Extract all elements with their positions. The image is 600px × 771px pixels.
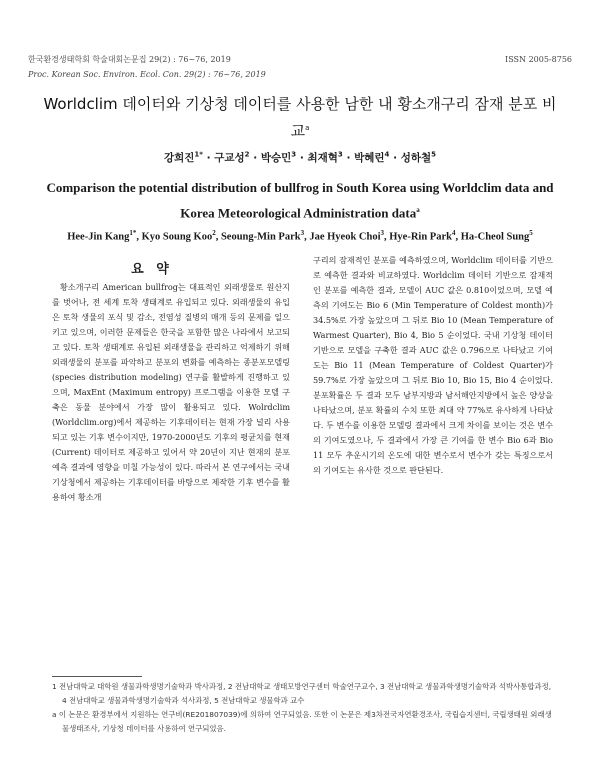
paper-title-en bbox=[28, 177, 572, 224]
author-affiliation-mark: 5 bbox=[529, 229, 533, 237]
authors-en: Hee-Jin Kang$^{1*}$, Kyo Soung Koo$^2$, Seoung-Min Park$^3$, Jae Hyeok Choi$^3$, Hye-Rin Park$^4$, Ha-Cheol Sung$^5$ bbox=[67, 229, 533, 243]
author-name: Jae Hyeok Choi bbox=[309, 231, 381, 243]
footnotes bbox=[52, 680, 557, 736]
abstract-right-column: 구리의 잠재적인 분포를 예측하였으며, Worldclim 데이터를 기반으로 예측한 결과와 비교하였다. Worldclim 데이터 기반으로 잠재적인 분포를 예측한 결과, 모델이 AUC 값은 0.810이었으며, 모델 예측의 기여도는 Bio 6 (Min Temperature of Coldest month)가 34.5%로 가장 높았으며 그 뒤로 Bio 10 (Mean Temperature of Warmest Quarter), Bio 4, Bio 5 순이었다. 국내 기상청 데이터 기반으로 모델을 구축한 결과 AUC 값은 0.796으로 나타났고 기여도는 Bio 11 (Mean Temperature of Coldest Quarter)가 59.7%로 가장 높았으며 그 뒤로 Bio 10, Bio 15, Bio 4 순이었다. 분포확률은 두 결과 모두 남부지방과 남서해안지방에서 높은 양상을 나타났으며, 분포 확률의 수치 또한 최대 약 77%로 유사하게 나타났다. 두 변수를 이용한 모델링 결과에서 크게 차이를 보이는 것은 변수의 기여도였으나, 두 결과에서 가장 큰 기여를 한 변수 Bio 6과 Bio 11 모두 추운시기의 온도에 대한 변수로서 변수가 갖는 특징으로서의 기여도는 유사한 것으로 판단된다. bbox=[313, 255, 553, 475]
paper-title-ko bbox=[40, 92, 560, 143]
author-affiliation-mark: 2 bbox=[212, 229, 216, 237]
author-affiliation-mark: 2 bbox=[244, 150, 250, 159]
author-name: 박혜린 bbox=[354, 152, 385, 164]
title-en-line-1: Comparison the potential distribution of bullfrog in South Korea using Worldclim data and bbox=[46, 180, 554, 195]
issn: ISSN 2005-8756 bbox=[505, 55, 572, 64]
author-name: Hee-Jin Kang bbox=[67, 231, 130, 243]
title-en-line-2: Korea Meteorological Administration data bbox=[180, 205, 417, 221]
author-affiliation-mark: 4 bbox=[451, 229, 456, 237]
author-name: 구교성 bbox=[214, 152, 245, 164]
author-affiliation-mark: 3 bbox=[300, 229, 305, 237]
author-name: 박승민 bbox=[260, 152, 292, 164]
author-name: 최재혁 bbox=[307, 152, 338, 164]
author-affiliation-mark: 1* bbox=[194, 150, 203, 159]
abstract-left-column: 황소개구리 American bullfrog는 대표적인 외래생물로 원산지를 벗어나, 전 세계 토착 생태계로 유입되고 있다. 외래생물의 유입은 토착 생물의 포식 및 감소, 전염성 질병의 매개 등의 문제를 일으키고 있으며, 이러한 문제들은 한국을 포함한 많은 나라에서 보고되고 있다. 토착 생태계로 유입된 외래생물을 관리하고 억제하기 위해 외래생물의 분포를 파악하고 분포의 변화를 예측하는 종분포모델링(species distribution modeling) 연구를 활발하게 진행하고 있으며, MaxEnt (Maximum entropy) 프로그램을 이용한 모델 구축은 동물 분야에서 가장 많이 활용되고 있다. Wolrdclim (Worldclim.org)에서 제공하는 기후데이터는 현재 가장 널리 사용되고 있는 기후 변수이지만, 1970-2000년도 기후의 평균치를 현재(Current) 데이터로 제공하고 있어서 약 20년이 지난 현재의 분포 예측 결과에 영향을 미칠 가능성이 있다. 따라서 본 연구에서는 국내 기상청에서 제공하는 기후데이터를 바탕으로 제작한 기후 변수를 활용하여 황소개 bbox=[52, 282, 290, 502]
author-name: Hye-Rin Park bbox=[389, 231, 452, 243]
author-name: Kyo Soung Koo bbox=[141, 231, 213, 243]
author-affiliation-mark: 3 bbox=[380, 229, 385, 237]
title-ko-text: Worldclim 데이터와 기상청 데이터를 사용한 남한 내 황소개구리 잠재 분포 비교 bbox=[43, 95, 557, 140]
author-name: Ha-Cheol Sung bbox=[460, 231, 530, 243]
author-name: Seoung-Min Park bbox=[220, 231, 301, 243]
journal-citation-ko: 한국환경생태학회 학술대회논문집 29(2) : 76~76, 2019 bbox=[28, 55, 231, 64]
author-affiliation-mark: 3 bbox=[337, 150, 343, 159]
journal-citation-en: Proc. Korean Soc. Environ. Ecol. Con. 29(2) : 76~76, 2019 bbox=[28, 70, 266, 79]
footnote-funding: a 이 논문은 환경부에서 지원하는 연구비(RE201807039)에 의하여 연구되었음. 또한 이 논문은 제3차전국자연환경조사, 국립습지센터, 국립생태원 외래생물생태조사, 기상청 데이터를 사용하여 연구되었음. bbox=[52, 710, 552, 733]
footnote-affiliations: 1 전남대학교 대학원 생물과학생명기술학과 박사과정, 2 전남대학교 생태모방연구센터 학술연구교수, 3 전남대학교 생물과학생명기술학과 석박사통합과정, 4 전남대학교 생물과학생명기술학과 석사과정, 5 전남대학교 생물학과 교수 bbox=[52, 682, 552, 705]
author-name: 성하철 bbox=[400, 152, 432, 164]
journal-header bbox=[28, 52, 572, 82]
author-affiliation-mark: 5 bbox=[431, 150, 437, 159]
author-affiliation-mark: 1* bbox=[129, 229, 137, 237]
author-affiliation-mark: 4 bbox=[384, 150, 390, 159]
author-affiliation-mark: 3 bbox=[291, 150, 297, 159]
author-name: 강희진 bbox=[163, 152, 195, 164]
title-ko-footnote-mark: a bbox=[305, 124, 310, 132]
authors-ko: 강희진$^{1*}$ · 구교성$^2$ · 박승민$^3$ · 최재혁$^3$ · 박혜린$^4$ · 성하철$^5$ bbox=[163, 150, 437, 164]
footnote-divider bbox=[52, 676, 142, 677]
title-en-footnote-mark: a bbox=[416, 206, 420, 214]
abstract-heading: 요 약 bbox=[131, 262, 173, 277]
